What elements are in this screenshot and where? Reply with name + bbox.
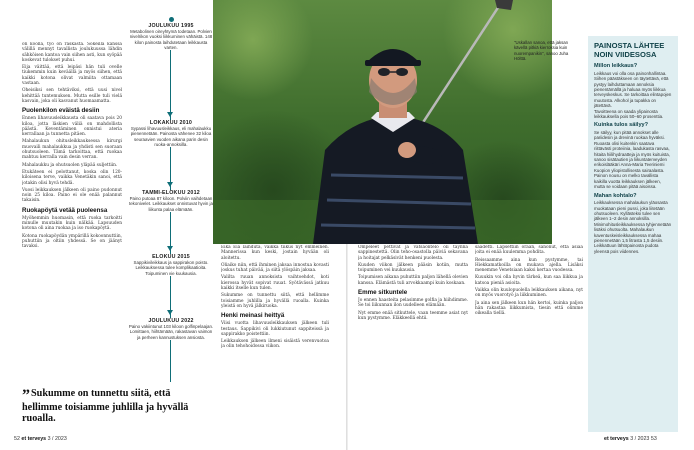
magazine-name: et terveys	[21, 436, 47, 442]
sidebar-answer: Leikkauksessa mahalaukun yläosasta muokataan pieni pussi, joka liitetään ohutsuoleen. Kyllästeksi tulee sen jälkeen 1–2 desin annoksilla. Minimohitusleikkauksessa tyhjennetään lisäksi ohutsuolta. Mahalaukun kaventuskeisleikkauksessa mahaa pienennetään 1,5 litrasta 1,5 desiin. Leikkattuun lähtöpainosta pudota yleensä pois viidennes.	[594, 200, 672, 254]
paragraph: Eija väittää, että leipäsi hän tuli ovelle tiukemmin kuin keväällä ja myös siihen, että kaikki kotona olivat valmiita ottamaan vastaan.	[22, 65, 122, 87]
paragraph: Ja aina sen jälkeen kun hän kertoi, kuinka paljon hän rakastaa liikkumista, tiesin että olimme oikealla tiellä.	[475, 300, 583, 317]
magazine-name: et terveys	[604, 436, 629, 442]
timeline-description: Paino putoaa 87 kiloon. Polviin vaihdetaan tekonivelet. Leikkaukset onnistuvat hyvin ja liikunta palaa elämään.	[129, 196, 213, 212]
page-number: 52	[14, 436, 20, 442]
timeline-event	[128, 16, 214, 50]
section-heading: Puolenkilon eväistä desiin	[22, 107, 100, 115]
paragraph: Ennen lihavuusleikkausta oli saatava pois 20 kiloa, jotta läskien väliä on mahdollista päästä. Keventäminen onnistui ateria kerrallaan ja tunnetta pitäen.	[22, 116, 122, 138]
article-column-1	[22, 42, 122, 378]
paragraph: Nyt emme enää sitkuttele, vaan teemme asiat nyt kun pystymme. Eläkkeellä ehtii.	[358, 310, 468, 321]
article-column-4	[475, 245, 583, 431]
photo-caption: "Uskallan sanoa, että jaksan kävellä pitkiä kierroksia kuin nuorempanikin", sanoo Juha Hölttä.	[514, 40, 569, 62]
paragraph: on koolla, työ on raskasta. Sokeilla kanssa välillä mennyt tavallista joulukuussa lähdin sähköisen kantoa vain siihen asti, kun syöpää koskevat tulokset puhui.	[22, 42, 122, 63]
timeline-event	[128, 254, 214, 276]
timeline-dot-icon	[169, 17, 174, 22]
paragraph: Reissaamme aina kun pystymme, tai Hiekkamatkoilla on mukava ajella. Lisäksi menemme Venetsiaan kaksi kertaa vuodessa.	[475, 257, 583, 274]
sidebar-question: Millon leikkaus?	[594, 63, 638, 70]
paragraph: Myöhemmin huomasin, että ruoka tarkoitti minulle muutakin kuin nälkää. Lapsuuden kotona oli aina ruokaa ja iso ruokapöytä.	[22, 215, 122, 232]
sidebar-answer: Leikkaus voi olla osa painonhallintaa. Siihen päästäkseen on täytettävä, että pystyy laihduttamaan annoksia pienentämällä ja haluaa myös liikkua terveyskeskus. Se tarkoittaa elintapojen muutosta. Alkohol ja tupakka on jätettävä. Tavoitteena on saada ylipainosta leikkauksella pois 50–60 prosenttia.	[594, 70, 672, 120]
timeline-arrow-icon	[167, 246, 173, 251]
right-footer	[604, 436, 657, 442]
paragraph: Eikä Eiä laihduta, vaikka tiikus nyt emmeinen. Mannerissa kun keski, jostain hyvään oli aloitettu.	[221, 245, 329, 261]
timeline-description: Sappikivileikkaus ja sappirakon poisto. Leikkauksessa tulee komplikaatioita. Toipuminen vie kuukausia.	[128, 260, 214, 276]
golfer-illustration	[213, 0, 552, 244]
section-heading: Ruokapöytä vetää puoleensa	[22, 206, 108, 214]
paragraph: Mahalaukun ohitusleikkauksessa kirurgi muovaili mahalaukkua ja yhdisti sen suoraan ohutsuoleen. Tämä tarkoittaa, että ruokaa mahtuu kerralla vain desin verran.	[22, 139, 122, 161]
info-sidebar	[588, 36, 678, 432]
timeline-date: LOKAKUU 2010	[128, 120, 214, 126]
left-footer	[14, 436, 67, 442]
timeline-description: Paino vakiintunut 103 kiloon golfinpelaajan. Lomittaen, hiihtämään, rakastavan vaimon ja perheen kannustuksen ansiosta.	[128, 324, 214, 340]
sidebar-question: Kuinka tulos säilyy?	[594, 122, 649, 129]
article-column-3	[358, 245, 468, 431]
pull-quote-text: Sukumme on tunnettu siitä, että hellimme toisiamme juhlilla ja hyvällä ruoalla.	[22, 388, 189, 425]
paragraph: Sukumme on tunnettu siitä, että hellimme toisiamme juhlilla ja hyvällä ruoalla. Kuinka yleistä on hyvä jälkiruoka.	[221, 293, 329, 309]
paragraph: Vaikka olin kuulopuolella leikkauksen aikana, nyt on myös vuorotyö ja liikkuminen.	[475, 288, 583, 299]
timeline-arrow-icon	[167, 112, 173, 117]
article-column-2	[221, 245, 329, 431]
paragraph: Oliaiko niin, että ihminen jaksaa innostua kovasti joskus tuhat päivää, ja siitä ylöspäin jaksaa.	[221, 262, 329, 274]
paragraph: säädetti. Lapsettiin oraan, sanonut, että asiaa joita ei enää kuulemma pohdita.	[475, 245, 583, 256]
sidebar-answer: Se säilyy, kun pitää annokset alle pariidesin ja drevinä ruokaa hyväksi. Ruoasta olisi kuitenkin saatava riittävästi proteiinia, laadukasta rasvaa, hitaita hiilihydraatteja ja myös kuituista, sanoo sisätautien ja liikuntaterveyden erikoislääkäri Anna-Maria Teeriniemi Kuopion yliopistollisesta sairaalasta. Painon nousu on melko tavallista kaikilla vuotta leikkauksen jälkeen, mutta se voidaan pitää aisoissa.	[594, 130, 670, 190]
pull-quote	[22, 388, 212, 425]
timeline-event	[128, 190, 214, 212]
paragraph: Vuosi leikkauksen jälkeen oli paino pudonnut noin 25 kiloa. Paino ei ole enää palannut takaisin.	[22, 187, 122, 204]
paragraph: Kotona ruokapöydän ympärillä kokoonnuttiin, puhuttiin ja oltiin yhdessä. Se on jäänyt tavaksi.	[22, 233, 122, 250]
sidebar-title: PAINOSTA LÄHTEE NOIN VIIDESOSA	[594, 41, 665, 59]
timeline	[128, 16, 214, 384]
paragraph: Valilta ruuan annoksista vaihtoehdot, koti kierossa hyvät sopivat ruuat. Syötävässä jatkuu kaikki itselle kun tulen.	[221, 275, 329, 292]
paragraph: Jo ennen haasteita pelasimme golfia ja hiihdimme. Se toi liikunnan ilon uudelleen elämään.	[358, 298, 468, 309]
timeline-arrow-icon	[167, 182, 173, 187]
sidebar-question: Mahan kohtalo?	[594, 192, 637, 199]
paragraph: Mahalaukku ja ohutsuolen yläpää suljettiin.	[22, 162, 118, 168]
issue-number: 3 / 2023	[630, 436, 650, 442]
issue-number: 3 / 2023	[47, 436, 67, 442]
paragraph: Toipumisen aikana puhuttiin paljon lähellä olevien kanssa. Elämästä tuli arvokkaampi kuin koskaan.	[358, 275, 468, 286]
paragraph: Kuuden viikon jälkeen pääsin kotiin, mutta toipuminen vei kuukausia.	[358, 262, 468, 274]
paragraph: Etukäteen ei pelottanut, koska olin 120-kiloisena terve, vaikka Venetäkin sanoi, että jotakin olisi hyvä tehdä.	[22, 169, 122, 186]
paragraph: Leikkauksen jälkeen ilmeni sisäistä verenvuotoa ja olin tehohoidossa viikon.	[221, 339, 329, 350]
section-heading: Emme sitkuntele	[358, 289, 408, 297]
timeline-arrow-icon	[167, 310, 173, 315]
timeline-description: Sypassi lihavuusleikkaus, eli mahalaukku pienennetään. Painosta vähenee 32 kiloa seuraavien vuoden aikana parin desin ruoka-annoksilla.	[128, 126, 214, 147]
paragraph: Ompeleet pettivät ja vatsaontelo oli täynnä sappinestettä. Olin teho-osastolla päiviä sekavana ja hoitajat pelkäsivät henkeni puolesta.	[358, 245, 468, 261]
paragraph: Oheisiksi sen tehtäviksi, että uusi nivel kehittää tuntemuksen. Mutta esille tuli vielä kasvain, joka oli kasvanut huomaamatta.	[22, 88, 122, 104]
paragraph: Viisi vuotta lihavuusleikkauksen jälkeen tuli testaus. Sappikivi oli lukkiutunut sappiteissä ja sappirakko poistettiin.	[221, 321, 329, 337]
page-number: 53	[650, 436, 657, 442]
timeline-date: TAMMI-ELOKUU 2012	[128, 190, 214, 196]
quote-mark-icon: ”	[22, 387, 30, 404]
section-heading: Henki meinasi heittyä	[221, 312, 285, 320]
timeline-event	[128, 120, 214, 147]
golfer-photo	[213, 0, 552, 244]
timeline-date: JOULUKUU 2022	[128, 318, 214, 324]
paragraph: Kuuukin voi olla hyvin tärkeä, kun saa liikkua ja katsoa pieniä asioita.	[475, 275, 583, 286]
timeline-event	[128, 318, 214, 340]
timeline-date: ELOKUU 2015	[128, 254, 214, 260]
timeline-date: JOULUKUU 1995	[128, 23, 214, 29]
timeline-description: Metabolinen oireyhtymä todetaan. Polvien nivelrikon vuoksi liikkuminen vähäistä. 148 kilon painosta laihdutetaan leikkausta varten.	[129, 29, 213, 50]
